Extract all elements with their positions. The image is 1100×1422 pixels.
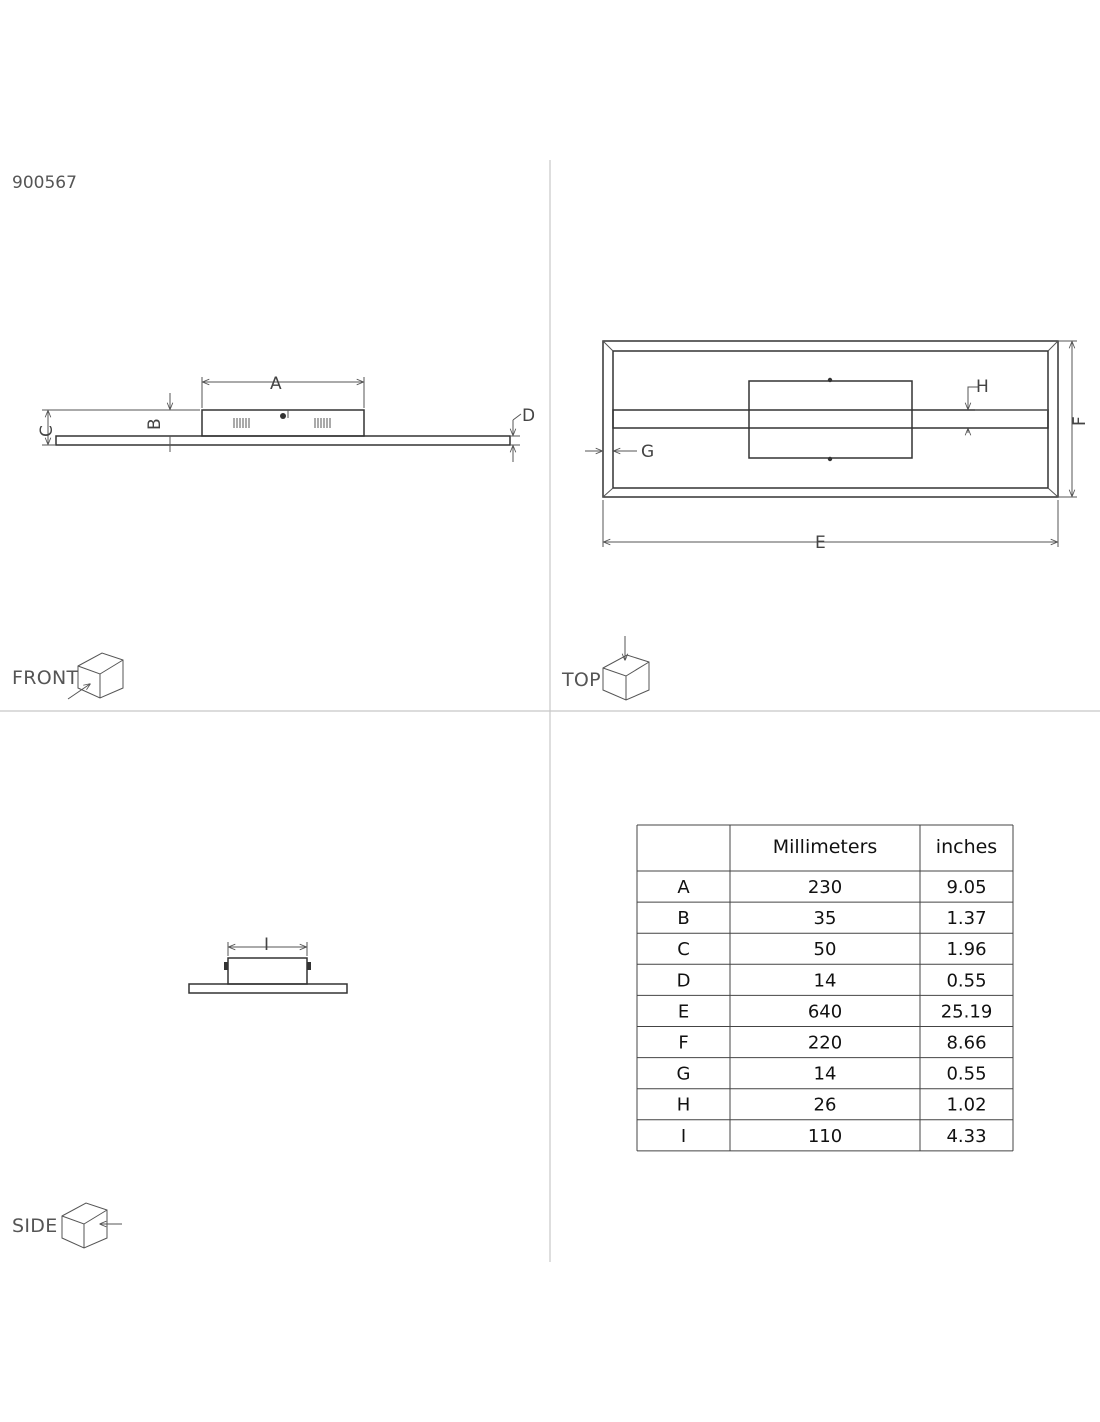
top-view-drawing	[585, 341, 1077, 547]
product-code: 900567	[12, 173, 77, 193]
dim-label-a: A	[270, 374, 282, 394]
dim-label-c: C	[37, 425, 57, 437]
table-cell-inches: 25.19	[940, 1001, 993, 1023]
table-cell-millimeters: 110	[807, 1125, 843, 1147]
table-cell-millimeters: 14	[813, 970, 837, 992]
table-cell-millimeters: 640	[807, 1001, 843, 1023]
dim-label-g: G	[641, 442, 655, 462]
top-view-label: TOP	[562, 669, 601, 691]
table-cell-millimeters: 230	[807, 877, 843, 898]
dim-label-f: F	[1070, 416, 1090, 426]
table-cell-dimension: G	[676, 1063, 691, 1085]
dim-label-b: B	[145, 418, 165, 430]
table-cell-millimeters: 35	[813, 908, 837, 930]
table-cell-dimension: I	[680, 1125, 687, 1147]
table-cell-millimeters: 26	[813, 1094, 837, 1116]
dim-label-e: E	[815, 533, 826, 553]
table-cell-inches: 1.02	[946, 1094, 987, 1116]
table-cell-dimension: H	[676, 1094, 691, 1116]
top-view-cube-icon	[603, 636, 649, 700]
table-cell-inches: 1.37	[946, 908, 987, 930]
dimension-table	[637, 825, 1013, 1151]
table-cell-dimension: A	[677, 877, 690, 898]
table-header-millimeters: Millimeters	[772, 836, 878, 858]
table-header-inches: inches	[935, 836, 998, 858]
dim-label-i: I	[264, 935, 270, 955]
table-cell-inches: 9.05	[946, 877, 987, 898]
table-cell-dimension: B	[677, 908, 690, 930]
dim-label-d: D	[522, 406, 536, 426]
table-cell-millimeters: 220	[807, 1032, 843, 1054]
table-cell-inches: 4.33	[946, 1125, 987, 1147]
table-cell-inches: 8.66	[946, 1032, 987, 1054]
table-cell-millimeters: 50	[813, 939, 837, 961]
table-cell-inches: 1.96	[946, 939, 987, 961]
table-cell-dimension: C	[677, 939, 690, 961]
front-view-label: FRONT	[12, 667, 79, 689]
table-cell-dimension: F	[678, 1032, 689, 1054]
side-view-cube-icon	[62, 1203, 122, 1248]
dim-label-h: H	[976, 377, 989, 397]
table-cell-dimension: D	[676, 970, 691, 992]
table-cell-inches: 0.55	[946, 970, 987, 992]
side-view-label: SIDE	[12, 1215, 58, 1237]
table-cell-inches: 0.55	[946, 1063, 987, 1085]
table-cell-dimension: E	[677, 1001, 690, 1023]
table-cell-millimeters: 14	[813, 1063, 837, 1085]
